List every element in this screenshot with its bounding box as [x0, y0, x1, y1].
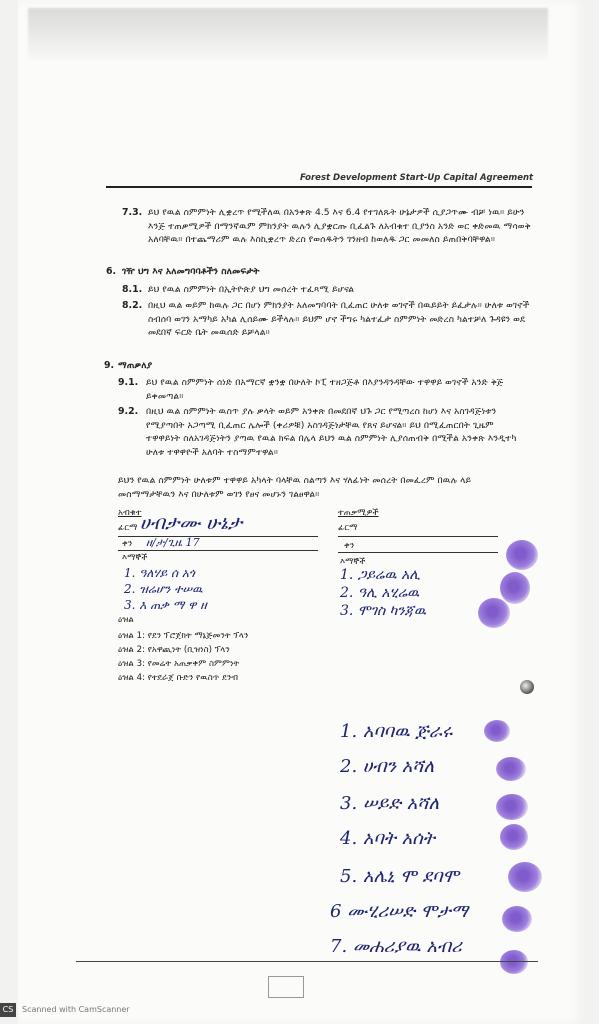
closing-statement: ይህን የዉል ስምምነት ሁለቱም ተዋዋይ አካላት ባላቸዉ ስልጣን እና ሃለፊነት መሰረት በመፈረም በዉሉ ላይ መስማማታቸዉን እና በሁለቱም ወገን የፀና መሆኑን ገልፀዋል። [118, 475, 472, 500]
section-9-title: ማጠቃለያ [118, 360, 153, 371]
left-date-line [118, 550, 318, 551]
thumbprint-member-4 [500, 824, 528, 850]
clause-9-1-text: ይህ የዉል ስምምነት ሰነድ በአማርኛ ቋንቋ በሁለት ኮፒ ተዘጋጅቶ በእያንዳንዳቸው ተዋዋይ ወገኖች አንድ ቅጅ ይቀመጣል። [146, 377, 504, 402]
right-date-line [338, 552, 498, 553]
attachments-label: ዕዝል [118, 615, 134, 625]
clause-8-2-number: 8.2. [122, 300, 143, 311]
left-witness-2: 2. ዝሬሆን ተሠዉ [124, 582, 203, 596]
agreement-header: Forest Development Start-Up Capital Agreement [300, 173, 534, 183]
binder-hole [520, 680, 534, 694]
section-6-title: ገዥ ህግ እና አለመግባባቶችን ስለመፍታት [122, 266, 260, 277]
section-9-number: 9. [104, 360, 115, 371]
thumbprint-witness-2 [500, 572, 530, 604]
left-date-handwriting: ዘ/ታ/ጊዜ 17 [146, 536, 200, 549]
right-signature-line [338, 536, 498, 537]
clause-9-2-number: 9.2. [118, 406, 139, 417]
right-witness-1: 1. ጋይሬዉ አሊ [340, 567, 421, 583]
attachment-3: ዕዝል 3: የመሬት አጠቃቀም ስምምነት [118, 659, 240, 669]
member-5: 5. አሌኒ ሞ ደባሞ [340, 866, 460, 887]
scan-bleed-through [28, 8, 548, 60]
left-signature-label: ፊርማ [118, 523, 138, 533]
thumbprint-member-7 [500, 950, 528, 974]
thumbprint-member-6 [502, 906, 532, 932]
right-witness-2: 2. ዓሊ አሂሬዉ [340, 585, 420, 601]
thumbprint-member-5 [508, 862, 542, 892]
left-signature-handwriting: ሀብታሙ ሁኔታ [140, 512, 243, 534]
attachment-1: ዕዝል 1: የደን ፕሮጀክት ማኔጅመንት ፕላን [118, 631, 249, 641]
member-7: 7. መሐሪያዉ አብሪ [330, 936, 462, 957]
clause-8-1-text: ይህ የዉል ስምምነት በኢትዮጵያ ህግ መሰረት ተፈጻሚ ይሆናል [148, 284, 355, 295]
left-witness-label: እማኞች [122, 553, 148, 563]
thumbprint-witness-1 [506, 540, 538, 570]
member-2: 2. ሀብን አሻለ [340, 756, 435, 777]
member-1: 1. አባባዉ ጅራሩ [340, 721, 453, 742]
section-6-number: 6. [106, 266, 117, 277]
document-page [18, 0, 584, 1024]
attachment-2: ዕዝል 2: የአዋጪነት (ቢዝነስ) ፕላን [118, 645, 230, 655]
right-date-label: ቀን [344, 541, 355, 551]
clause-7-3-text: ይህ የዉል ስምምነት ሊቋረጥ የሚችለዉ በአንቀጽ 4.5 እና 6.4 የተገለጹት ሁኔታዎች ሲያጋጥሙ ብቻ ነዉ። ይሁን እንጅ ተጠቃሚዎች በማንኛዉም ምክንያት ዉሉን ሊያቋርጡ ቢፈልጉ ለአብቁተ ቢያንስ አንድ ወር ቀድመዉ ማሳወቅ አለባቸዉ። በተጨማሪም ዉሉ እስኪቋረጥ ድረስ የወሰዱትን ገንዘብ ከወለዱ ጋር መመለስ ይጠበቅባቸዋል። [148, 207, 531, 245]
member-6: 6 ሙሂሪሠድ ሞታማ [330, 901, 469, 922]
page-stamp-mark [268, 976, 304, 998]
right-signature-label: ፊርማ [338, 523, 358, 533]
attachment-4: ዕዝል 4: የተደራጀ ቡድን የዉስጥ ደንብ [118, 673, 239, 683]
camscanner-text: Scanned with CamScanner [22, 1005, 130, 1014]
clause-7-3-number: 7.3. [122, 207, 143, 218]
left-org-label: አብቁተ [118, 508, 142, 518]
header-rule [106, 186, 532, 188]
right-witness-label: እማኞች [340, 557, 366, 567]
left-date-label: ቀን [122, 539, 133, 549]
thumbprint-member-3 [496, 794, 528, 820]
camscanner-badge: CS [0, 1003, 16, 1017]
clause-9-1-number: 9.1. [118, 377, 139, 388]
thumbprint-witness-3 [478, 598, 510, 628]
clause-8-1-number: 8.1. [122, 284, 143, 295]
clause-8-2-text: በዚህ ዉል ወይም ከዉሉ ጋር በሆነ ምክንያት አለመግባባት ቢፈጠር ሁለቱ ወገኖች በዉይይት ይፈታሉ። ሁለቱ ወገኖች ስብሰባ ወገን አማካይ አካል ሊሰይሙ ይችላሉ። ይህም ሆኖ ችግሩ ካልተፈታ ስምምነት መድረስ ካልተቻለ ጉዳዩን ወደ መደበኛ ፍርድ ቤት መዉሰድ ይቻላል። [148, 300, 530, 338]
right-witness-3: 3. ሞገስ ካንጃዉ [340, 603, 426, 619]
member-4: 4. አባት አሰት [340, 828, 435, 849]
thumbprint-member-2 [496, 757, 526, 781]
left-witness-3: 3. እ ጠቃ ማ ዋ ዘ [124, 598, 207, 612]
right-org-label: ተጠቃሚዎች [338, 508, 379, 518]
thumbprint-member-1 [484, 720, 510, 742]
clause-9-2-text: በዚህ ዉል ስምምነት ዉስጥ ያሉ ቃላት ወይም አንቀጽ በመደበኛ ህጉ ጋር የሚጣረስ ከሆነ እና አስገዳጅነቱን የሚያጣበት አጋጣሚ ቢፈጠር ሌሎች (ቀሪዎቹ) አስገዳጅነታቸዉ የጸና ይሆናል። ይህ በሚፈጠርበት ጊዜም ተዋዋይነት ስለአገዳጅነትን ያጣዉ የዉል ክፍል በሌላ ይህን ዉል ስምምነት ሊያሰጠብቅ በሚችል አንቀጽ እንዲተካ ሁለቱ ተዋዋዮች አለባት ተስማምተዋል። [146, 406, 517, 458]
bottom-rule [76, 961, 538, 962]
left-witness-1: 1. ዓለሃይ ሰ አጎ [124, 566, 195, 580]
member-3: 3. ሠይድ አሻለ [340, 793, 440, 814]
